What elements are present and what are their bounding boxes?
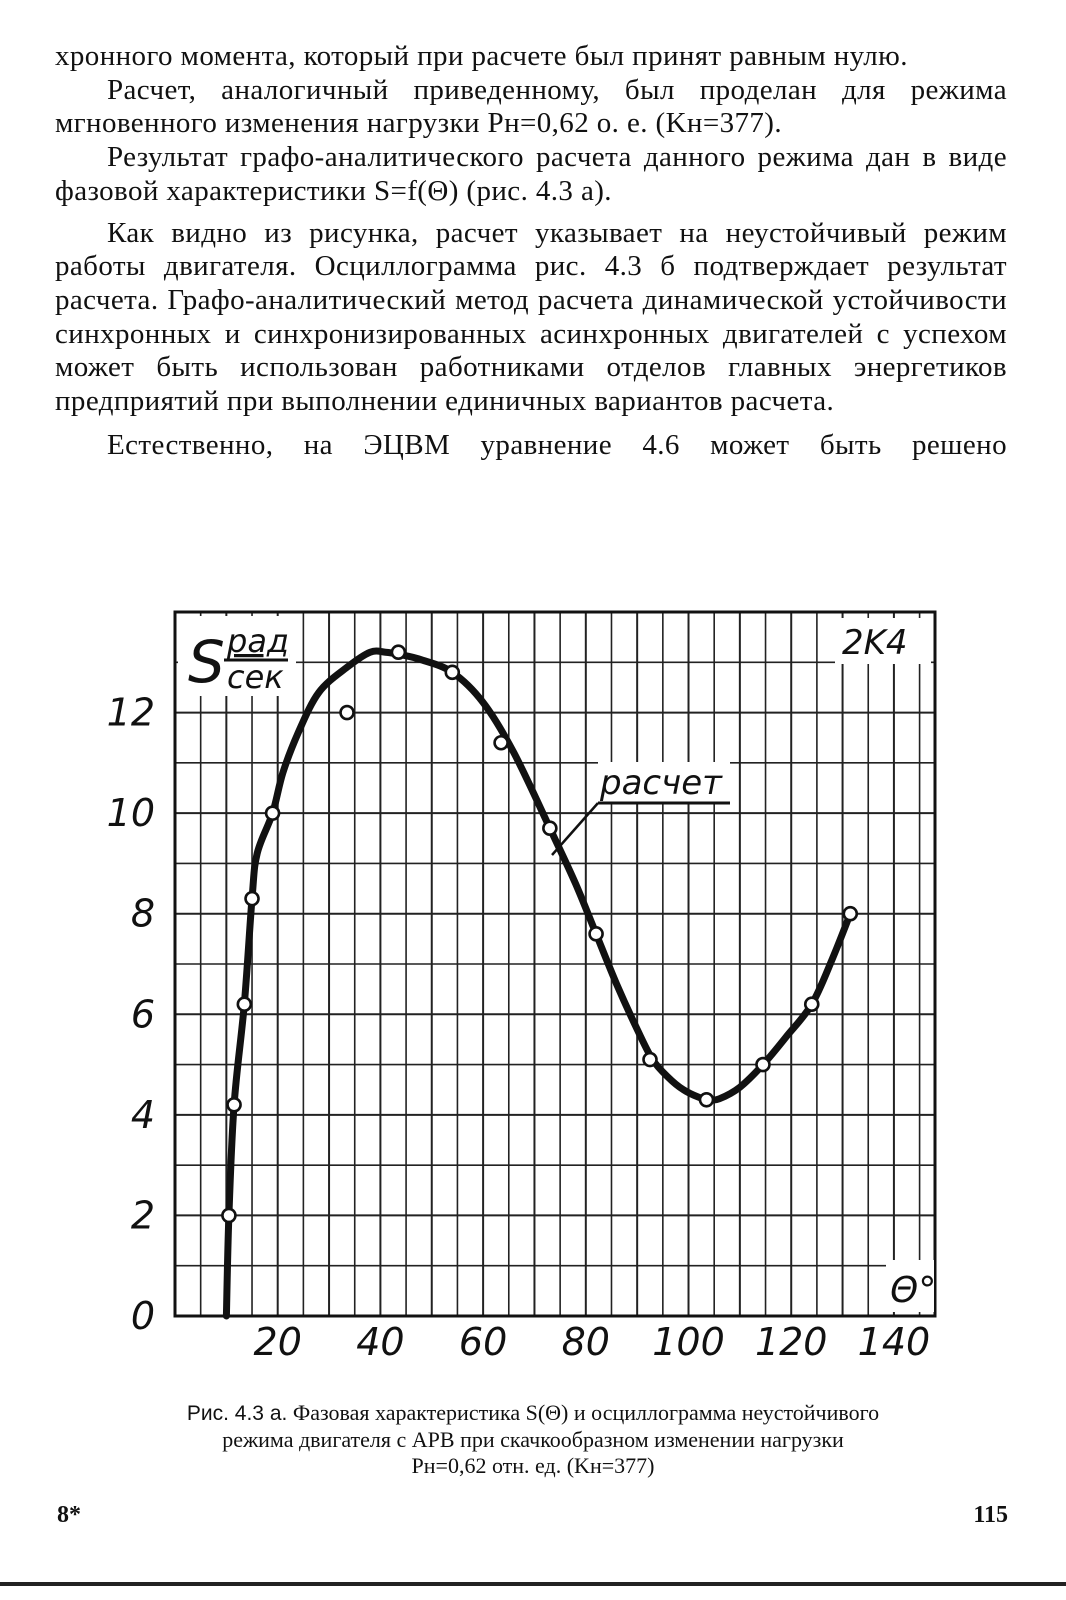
bottom-rule <box>0 1582 1066 1586</box>
data-point <box>543 822 556 835</box>
x-axis-label-text: Θ° <box>890 1270 937 1311</box>
y-axis-symbol: S <box>188 628 225 696</box>
caption-line-1 <box>60 1400 1006 1427</box>
paragraph-5: Естественно, на ЭЦВМ уравнение 4.6 может быть решено <box>107 428 1007 461</box>
data-point <box>700 1093 713 1106</box>
x-tick-label: 20 <box>253 1320 302 1364</box>
phase-characteristic-figure <box>100 600 960 1390</box>
phase-chart <box>100 600 960 1390</box>
caption-line-3: Pн=0,62 отн. ед. (Kн=377) <box>411 1453 655 1478</box>
y-axis-units-numerator: рад <box>227 622 290 660</box>
x-tick-label: 100 <box>652 1320 725 1364</box>
x-tick-label: 80 <box>561 1320 610 1364</box>
data-points <box>222 646 856 1222</box>
paragraph-2: Расчет, аналогичный приведенному, был проделан для режима мгновенного изменения нагрузки Pн=0,62 о. е. (Kн=377). <box>55 73 1007 140</box>
x-tick-label: 40 <box>356 1320 405 1364</box>
corner-label <box>835 618 931 664</box>
series-annotation <box>552 762 730 855</box>
caption-figure-number: Рис. 4.3 а. <box>186 1402 288 1425</box>
data-point <box>844 907 857 920</box>
figure-caption <box>60 1400 1006 1479</box>
data-point <box>392 646 405 659</box>
x-tick-label: 120 <box>754 1320 828 1364</box>
paragraph-1: хронного момента, который при расчете был принят равным нулю. <box>55 40 908 72</box>
x-tick-label: 140 <box>857 1320 931 1364</box>
data-point <box>590 927 603 940</box>
data-point <box>222 1209 235 1222</box>
y-tick-label: 12 <box>106 690 155 735</box>
paragraph-4: Как видно из рисунка, расчет указывает на неустойчивый режим работы двигателя. Осциллограмма рис. 4.3 б подтверждает результат расчета. Графо-аналитический метод расчета динамической устойчивости синхронных и синхронизированных асинхронных двигателей с успехом может быть использован работниками отделов главных энергетиков предприятий при выполнении единичных вариантов расчета. <box>55 216 1007 418</box>
corner-label-text: 2K4 <box>842 623 908 663</box>
page-number: 115 <box>973 1502 1008 1528</box>
data-point <box>805 998 818 1011</box>
series-annotation-leader <box>552 803 598 855</box>
y-tick-label: 4 <box>130 1092 155 1137</box>
y-tick-label: 2 <box>130 1193 155 1238</box>
data-point <box>495 736 508 749</box>
data-point <box>644 1053 657 1066</box>
body-text <box>55 40 1007 462</box>
caption-line-2: режима двигателя с АРВ при скачкообразном изменении нагрузки <box>222 1427 844 1452</box>
data-point <box>341 706 354 719</box>
y-axis-units-denominator: сек <box>227 658 284 696</box>
data-point <box>446 666 459 679</box>
y-tick-label: 0 <box>130 1294 155 1338</box>
x-axis-label <box>886 1260 936 1312</box>
data-point <box>266 807 279 820</box>
paragraph-3: Результат графо-аналитического расчета данного режима дан в виде фазовой характеристики S=f(Θ) (рис. 4.3 а). <box>55 141 1007 207</box>
signature-mark: 8* <box>57 1502 81 1528</box>
data-point <box>238 998 251 1011</box>
grid <box>175 612 935 1316</box>
data-point <box>246 892 259 905</box>
y-axis-label <box>178 616 296 696</box>
y-tick-label: 10 <box>106 791 155 836</box>
data-point <box>228 1098 241 1111</box>
y-tick-label: 6 <box>130 992 155 1037</box>
data-point <box>756 1058 769 1071</box>
caption-title: Фазовая характеристика S(Θ) и осциллограмма неустойчивого <box>292 1400 880 1425</box>
y-tick-label: 8 <box>130 891 155 936</box>
series-annotation-text: расчет <box>600 763 722 803</box>
x-tick-label: 60 <box>458 1320 508 1364</box>
